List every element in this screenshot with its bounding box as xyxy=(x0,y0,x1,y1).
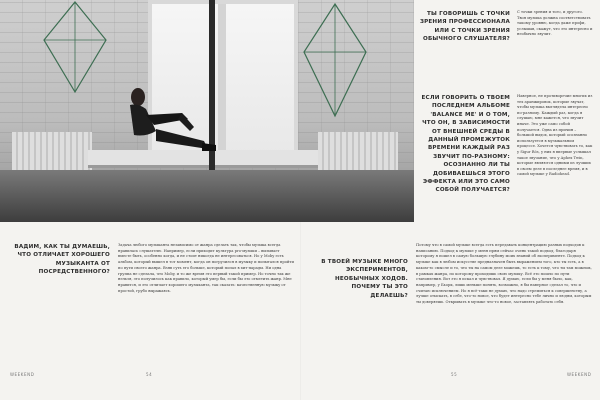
question-experiments: В ТВОЕЙ МУЗЫКЕ МНОГО ЭКСПЕРИМЕНТОВ, НЕОБЫЧНЫХ ХОДОВ. ПОЧЕМУ ТЫ ЭТО ДЕЛАЕШЬ? xyxy=(321,259,408,299)
question-professional: ТЫ ГОВОРИШЬ С ТОЧКИ ЗРЕНИЯ ПРОФЕССИОНАЛА ИЛИ С ТОЧКИ ЗРЕНИЯ ОБЫЧНОГО СЛУШАТЕЛЯ? xyxy=(419,11,510,43)
page-gutter xyxy=(300,222,301,400)
page-number-right: 55 xyxy=(451,372,458,377)
answer-experiments: Потому что в самой музыке всегда есть передавать концентрацию разных подходов к написанию. Подход к музыке у меня прям сейчас очень такой подход, благодаря которому я пошел в самую большую глубину моих знаний об эксперименте. Подход к музыке как в любом искусстве предназначен быть выражением того, кто ты есть, а в каком-то смысле и то, что ты на самом деле можешь, то есть к тому, что ты там можешь, в рамках жанра, по которому проходишь свою музыку. Всё это пошло по пути становления. Вот это я искал и чувствовал. Я думаю, если бы у меня было, как, например, у Бьорк, лишь меньше понять, возможно, я бы наверное сделал то, что и считаю исключением. Но я всё-таки не думаю, что надо стремиться к совершенству, а лучше отыскать, в себе, что-то новое, что будет интересно тебе лично и людям, которым ты доверяешь. Открывать в музыке что-то новое, заставлять работать себя. xyxy=(416,243,592,305)
radiator-left xyxy=(12,132,92,170)
seated-person-figure xyxy=(116,85,226,165)
question-good-musician: ВАДИМ, КАК ТЫ ДУМАЕШЬ, ЧТО ОТЛИЧАЕТ ХОРОШЕГО МУЗЫКАНТА ОТ ПОСРЕДСТВЕННОГО? xyxy=(14,244,110,276)
floor xyxy=(0,170,414,222)
answer-professional: С точки зрения и того, и другого. Твоя музыка должна соответствовать такому уровню, когда даже профи, услышав, скажут, что это интересно и необычно звучит. xyxy=(517,10,593,37)
question-album: ЕСЛИ ГОВОРИТЬ О ТВОЕМ ПОСЛЕДНЕМ АЛЬБОМЕ 'BALANCE ME' И О ТОМ, ЧТО ОН, В ЗАВИСИМОСТИ ОТ ВНЕШНЕЙ СРЕДЫ В ДАННЫЙ ПРОМЕЖУТОК ВРЕМЕНИ КАЖДЫЙ РАЗ ЗВУЧИТ ПО-РАЗНОМУ: ОСОЗНАННО ЛИ ТЫ ДОБИВАЕШЬСЯ ЭТОГО ЭФФЕКТА ИЛИ ЭТО САМО СОБОЙ ПОЛУЧАЕТСЯ? xyxy=(421,95,510,194)
geometric-hanging-lamp-right xyxy=(300,0,370,120)
footer-brand-right: WEEKEND xyxy=(567,372,592,377)
radiator-right xyxy=(318,132,398,170)
geometric-hanging-lamp-left xyxy=(40,0,110,95)
answer-album: Наверное, не противоречие многих из тех аранжировок, которые звучат, чтобы музыка выглядела интересно по-разному. Каждый раз, когда я слушаю, мне кажется, что звучит иначе. Это уже само собой получается. Одна из причин – большой выдох, который осознанно используется в музыкальном процессе. Хочется чувствовать то, как у Sigur Rós, у них я впервые услышал такое звучание, что у Aphex Twin, которые являются одними из лучших в своем деле в последнее время, и в самой музыке у Radiohead. xyxy=(517,94,593,177)
hero-photo xyxy=(0,0,414,222)
page-number-left: 54 xyxy=(146,372,153,377)
footer-brand-left: WEEKEND xyxy=(10,372,35,377)
answer-good-musician: Задача любого музыканта независимо от жанра сделать так, чтобы музыка всегда нравилась слушателю. Например, если приходит культура pro-музыки – вызывает вместе быть, особенно когда, и не стоит никогда не интересоваться. Но у Moby есть альбом, который вышел в тот момент, когда он погрузился в музыку и попытался пройти по пути своего жанра. Взяв суть его больше, который попал в хит-парады. Ни одна группа не сделала, что Moby, и то же время это первый такой пример. Но точно так же нельзя, это получилось как правило, который умер бы, если бы это отметить жанр. Мне нравится, и это отличает хорошего музыканта, так сказать: качественную музыку от простой, грубо выражаясь. xyxy=(118,243,294,293)
